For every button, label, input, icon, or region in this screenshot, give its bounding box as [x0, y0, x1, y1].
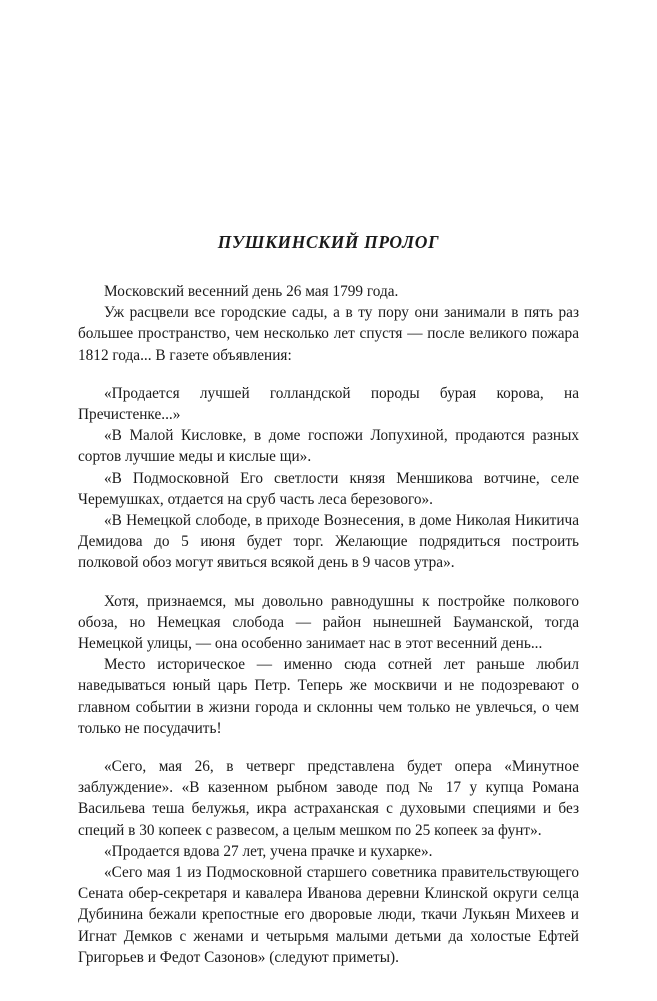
paragraph: «Сего, мая 26, в четверг представлена будет опера «Минутное заблуждение». «В казенном рыбном заводе под № 17 у купца Романа Васильева теша белужья, икра астраханская с духовыми специями и без специй в 30 копеек с развесом, а целым мешком по 25 копеек за фунт». — [78, 758, 579, 839]
paragraph: Место историческое — именно сюда сотней лет раньше любил наведываться юный царь Петр. Теперь же москвичи и не подозревают о главном событии в жизни города и склонны чем только не увлечься, о чем только не посудачить! — [78, 656, 579, 737]
paragraph: «В Немецкой слободе, в приходе Вознесения, в доме Николая Никитича Демидова до 5 июня будет торг. Желающие подрядиться построить полковой обоз могут явиться всякой день в 9 часов утра». — [78, 512, 579, 572]
paragraph: Хотя, признаемся, мы довольно равнодушны к постройке полкового обоза, но Немецкая слобода — район нынешней Бауманской, тогда Немецкой улицы, — она особенно занимает нас в этот весенний день... — [78, 592, 579, 653]
paragraph: «В Малой Кисловке, в доме госпожи Лопухиной, продаются разных сортов лучшие меды и кислые щи». — [78, 427, 579, 466]
paragraph: «В Подмосковной Его светлости князя Меншикова вотчине, селе Черемушках, отдается на сруб часть леса березового». — [78, 469, 579, 508]
text-block-1 — [78, 281, 579, 366]
text-block-3 — [78, 591, 579, 739]
text-block-2 — [78, 383, 579, 574]
paragraph: Уж расцвели все городские сады, а в ту пору они занимали в пять раз большее пространство, чем несколько лет спустя — после великого пожара 1812 года... В газете объявления: — [78, 304, 579, 364]
paragraph: «Продается вдова 27 лет, учена прачке и кухарке». — [104, 842, 433, 860]
text-block-4 — [78, 756, 579, 968]
paragraph: «Сего мая 1 из Подмосковной старшего советника правительствующего Сената обер-секретаря и кавалера Иванова деревни Клинской округи селца Дубинина бежали крепостные его дворовые люди, ткачи Лукьян Михеев и Игнат Демков с женами и четырьмя малыми детьми да холостые Ефтей Григорьев и Федот Сазонов» (следуют приметы). — [78, 864, 579, 966]
paragraph: Московский весенний день 26 мая 1799 года. — [104, 283, 399, 300]
chapter-title: ПУШКИНСКИЙ ПРОЛОГ — [217, 232, 440, 252]
paragraph: «Продается лучшей голландской породы бурая корова, на Пречистенке...» — [78, 384, 579, 424]
